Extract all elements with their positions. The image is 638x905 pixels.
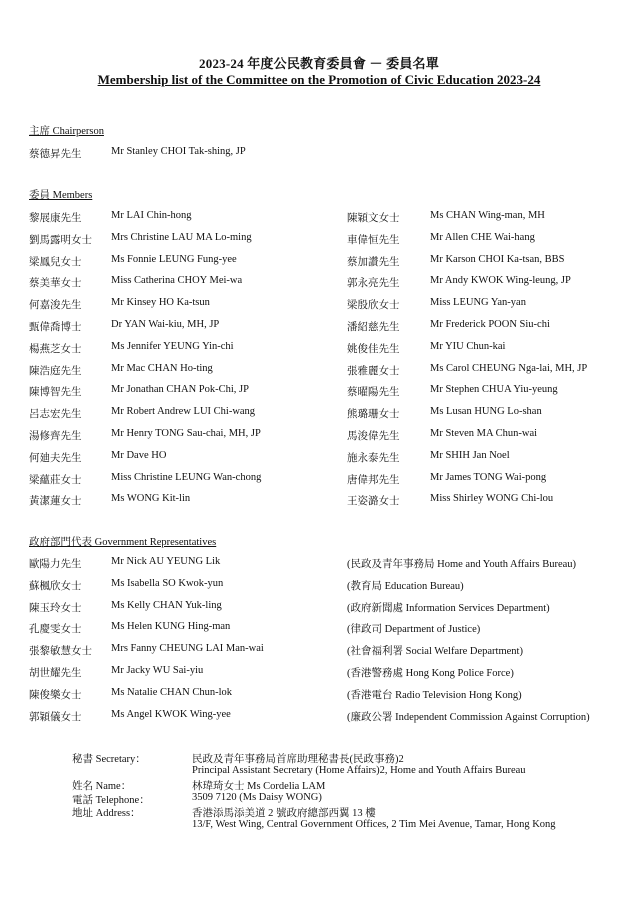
address-zh: 香港添馬添美道 2 號政府總部西翼 13 樓 xyxy=(192,808,376,820)
member-name-zh: 唐偉邦先生 xyxy=(347,474,400,486)
member-name-en: Ms WONG Kit-lin xyxy=(111,493,191,505)
member-name-en: Mr LAI Chin-hong xyxy=(111,210,192,221)
member-name-zh: 熊璐珊女士 xyxy=(347,409,400,421)
member-name-en: Mr Nick AU YEUNG Lik xyxy=(111,556,221,567)
member-name-zh: 呂志宏先生 xyxy=(29,409,82,421)
member-row xyxy=(29,297,319,313)
government-heading: 政府部門代表 Government Representatives xyxy=(29,537,217,548)
member-row xyxy=(29,210,319,226)
member-name-zh: 潘紹慈先生 xyxy=(347,322,400,333)
member-name-zh: 張黎敏慧女士 xyxy=(29,646,92,658)
member-name-en: Mr Kinsey HO Ka-tsun xyxy=(111,297,210,309)
chairperson-heading: 主席 Chairperson xyxy=(29,126,104,137)
secretary-title-zh: 民政及青年事務局首席助理秘書長(民政事務)2 xyxy=(192,754,404,765)
member-row xyxy=(347,363,637,379)
member-name-zh: 湯修齊先生 xyxy=(29,431,82,442)
member-name-en: Mr Jacky WU Sai-yiu xyxy=(111,665,204,676)
member-name-en: Ms Carol CHEUNG Nga-lai, MH, JP xyxy=(430,362,588,374)
member-name-en: Dr YAN Wai-kiu, MH, JP xyxy=(111,319,220,330)
member-name-en: Mr Mac CHAN Ho-ting xyxy=(111,362,213,374)
department-name: (民政及青年事務局 Home and Youth Affairs Bureau) xyxy=(347,559,577,570)
chairperson-name-zh: 蔡德昇先生 xyxy=(29,149,82,160)
member-row xyxy=(347,341,637,357)
member-name-en: Ms Isabella SO Kwok-yun xyxy=(111,577,224,589)
member-name-zh: 張雅麗女士 xyxy=(347,365,400,377)
member-row xyxy=(347,319,637,335)
member-name-zh: 何嘉浚先生 xyxy=(29,300,82,312)
member-row xyxy=(29,493,319,509)
member-name-zh: 陳博智先生 xyxy=(29,387,82,399)
member-name-en: Mr Dave HO xyxy=(111,449,167,461)
member-name-en: Mr Allen CHE Wai-hang xyxy=(430,231,535,243)
member-row xyxy=(29,556,610,572)
member-row xyxy=(29,384,319,400)
member-row xyxy=(29,709,610,725)
department-name: (律政司 Department of Justice) xyxy=(347,624,481,636)
member-row xyxy=(29,232,319,248)
member-name-en: Mr Robert Andrew LUI Chi-wang xyxy=(111,406,256,418)
member-name-zh: 梁鳳兒女士 xyxy=(29,256,82,268)
member-name-en: Mr Karson CHOI Ka-tsan, BBS xyxy=(430,253,565,265)
member-name-zh: 何廸夫先生 xyxy=(29,452,82,464)
secretary-title-en: Principal Assistant Secretary (Home Affairs)2, Home and Youth Affairs Bureau xyxy=(192,764,526,776)
member-name-zh: 陳穎文女士 xyxy=(347,213,400,224)
member-name-en: Mrs Christine LAU MA Lo-ming xyxy=(111,231,252,243)
member-row xyxy=(29,472,319,488)
member-name-en: Ms Jennifer YEUNG Yin-chi xyxy=(111,340,234,352)
department-name: (廉政公署 Independent Commission Against Corruption) xyxy=(347,711,590,723)
title-chinese: 2023-24 年度公民教育委員會 － 委員名單 xyxy=(199,56,439,71)
member-row xyxy=(347,493,637,509)
member-name-zh: 黎展康先生 xyxy=(29,213,82,224)
member-name-zh: 蘇楓欣女士 xyxy=(29,580,82,592)
telephone-value: 3509 7120 (Ms Daisy WONG) xyxy=(192,791,322,803)
secretary-block xyxy=(72,751,632,833)
secretary-name: 林瑋琦女士 Ms Cordelia LAM xyxy=(192,781,326,793)
member-row xyxy=(347,275,637,291)
member-row xyxy=(347,297,637,313)
member-name-zh: 蔡曜陽先生 xyxy=(347,387,400,399)
member-name-en: Mr Andy KWOK Wing-leung, JP xyxy=(430,275,571,287)
address-en: 13/F, West Wing, Central Government Offices, 2 Tim Mei Avenue, Tamar, Hong Kong xyxy=(192,818,556,830)
member-name-zh: 姚俊佳先生 xyxy=(347,343,400,355)
member-row xyxy=(29,643,610,659)
member-name-zh: 甄偉喬博士 xyxy=(29,322,82,333)
address-label: 地址 Address： xyxy=(72,808,141,820)
member-row xyxy=(347,406,637,422)
member-row xyxy=(29,363,319,379)
member-name-zh: 胡世耀先生 xyxy=(29,668,82,679)
member-name-en: Ms CHAN Wing-man, MH xyxy=(430,210,545,221)
telephone-label: 電話 Telephone： xyxy=(72,794,150,806)
member-name-en: Mrs Fanny CHEUNG LAI Man-wai xyxy=(111,643,264,655)
member-row xyxy=(347,210,637,226)
member-name-zh: 黃潔蓮女士 xyxy=(29,496,82,508)
member-name-zh: 蔡加讚先生 xyxy=(347,256,400,268)
department-name: (政府新聞處 Information Services Department) xyxy=(347,602,550,614)
member-row xyxy=(29,406,319,422)
member-name-zh: 郭穎儀女士 xyxy=(29,711,82,723)
member-row xyxy=(29,275,319,291)
department-name: (社會福利署 Social Welfare Department) xyxy=(347,646,523,658)
member-name-zh: 梁殷欣女士 xyxy=(347,300,400,312)
member-name-en: Miss Christine LEUNG Wan-chong xyxy=(111,471,262,483)
member-row xyxy=(29,665,610,681)
member-name-en: Ms Lusan HUNG Lo-shan xyxy=(430,406,542,418)
member-name-en: Mr Jonathan CHAN Pok-Chi, JP xyxy=(111,384,249,396)
member-row xyxy=(29,578,610,594)
member-row xyxy=(29,428,319,444)
member-name-en: Mr Frederick POON Siu-chi xyxy=(430,319,550,330)
member-name-en: Mr Steven MA Chun-wai xyxy=(430,428,538,439)
member-row xyxy=(347,384,637,400)
member-name-zh: 王姿潞女士 xyxy=(347,496,400,508)
member-name-zh: 陳玉玲女士 xyxy=(29,602,82,614)
member-name-zh: 歐陽力先生 xyxy=(29,559,82,570)
member-name-zh: 施永泰先生 xyxy=(347,452,400,464)
member-name-zh: 劉馬露明女士 xyxy=(29,234,92,246)
member-name-zh: 陳浩庭先生 xyxy=(29,365,82,377)
member-name-zh: 陳俊樂女士 xyxy=(29,689,82,701)
member-name-en: Ms Angel KWOK Wing-yee xyxy=(111,708,231,720)
member-name-en: Miss Catherina CHOY Mei-wa xyxy=(111,275,243,287)
member-name-zh: 車偉恒先生 xyxy=(347,234,400,246)
member-name-en: Mr YIU Chun-kai xyxy=(430,340,506,352)
member-name-en: Mr James TONG Wai-pong xyxy=(430,471,547,483)
member-name-en: Mr SHIH Jan Noel xyxy=(430,449,510,461)
member-row xyxy=(29,621,610,637)
member-name-en: Miss Shirley WONG Chi-lou xyxy=(430,493,554,505)
chairperson-row xyxy=(29,146,349,162)
member-row xyxy=(29,450,319,466)
name-label: 姓名 Name： xyxy=(72,781,132,793)
member-name-zh: 楊燕芝女士 xyxy=(29,343,82,355)
member-row xyxy=(347,472,637,488)
member-row xyxy=(347,254,637,270)
title-english: Membership list of the Committee on the Promotion of Civic Education 2023-24 xyxy=(97,72,541,87)
member-row xyxy=(29,687,610,703)
member-name-en: Miss LEUNG Yan-yan xyxy=(430,297,526,309)
member-name-en: Ms Natalie CHAN Chun-lok xyxy=(111,686,233,698)
department-name: (香港電台 Radio Television Hong Kong) xyxy=(347,689,522,701)
member-name-en: Ms Helen KUNG Hing-man xyxy=(111,621,231,633)
member-name-zh: 孔慶雯女士 xyxy=(29,624,82,636)
member-name-en: Ms Fonnie LEUNG Fung-yee xyxy=(111,253,237,265)
member-name-en: Mr Henry TONG Sau-chai, MH, JP xyxy=(111,428,261,439)
member-name-zh: 蔡美華女士 xyxy=(29,278,82,290)
member-row xyxy=(347,428,637,444)
member-name-en: Mr Stephen CHUA Yiu-yeung xyxy=(430,384,558,396)
member-row xyxy=(29,341,319,357)
member-name-en: Ms Kelly CHAN Yuk-ling xyxy=(111,599,222,611)
department-name: (教育局 Education Bureau) xyxy=(347,580,464,592)
member-name-zh: 馬浚偉先生 xyxy=(347,431,400,442)
chairperson-name-en: Mr Stanley CHOI Tak-shing, JP xyxy=(111,146,246,157)
member-row xyxy=(29,254,319,270)
member-row xyxy=(29,600,610,616)
member-row xyxy=(347,232,637,248)
department-name: (香港警務處 Hong Kong Police Force) xyxy=(347,668,514,679)
member-name-zh: 郭永亮先生 xyxy=(347,278,400,290)
secretary-label: 秘書 Secretary： xyxy=(72,754,146,765)
member-row xyxy=(29,319,319,335)
members-heading: 委員 Members xyxy=(29,190,93,201)
member-row xyxy=(347,450,637,466)
member-name-zh: 梁蘊莊女士 xyxy=(29,474,82,486)
